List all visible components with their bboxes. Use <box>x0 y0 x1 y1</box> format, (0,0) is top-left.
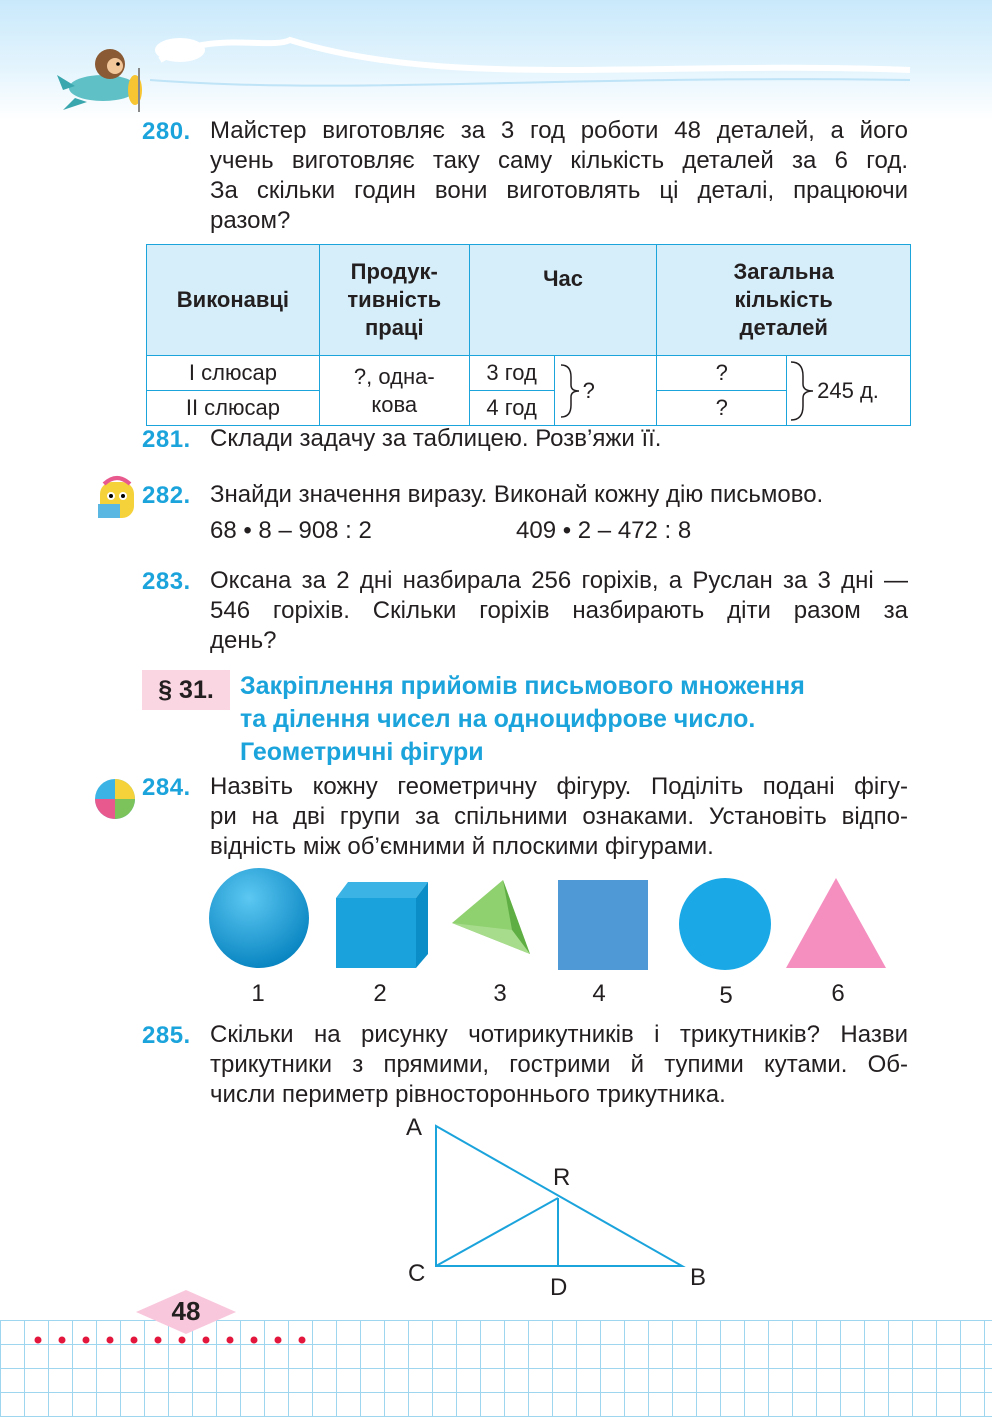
text-line: відність між об’ємними й плоскими фігурами. <box>210 833 714 860</box>
text-line: разом? <box>210 207 291 234</box>
text-line: числи периметр рівностороннього трикутника. <box>210 1081 726 1108</box>
section-title <box>240 670 805 769</box>
shape-label-5: 5 <box>719 982 733 1009</box>
problem-number-285: 285. <box>142 1022 191 1049</box>
point-label-c: C <box>408 1260 426 1287</box>
airplane-hedgehog-icon <box>55 40 150 115</box>
triangle-diagram <box>430 1120 690 1272</box>
text-line: Скільки на рисунку чотирикутників і трикутників? Назви <box>210 1021 908 1048</box>
worker-2-cell: ІІ слюсар <box>147 391 320 426</box>
total-brace-cell <box>787 356 911 426</box>
text-line: учень виготовляє таку саму кількість деталей за 6 год. <box>210 147 908 174</box>
shape-label-3: 3 <box>493 980 507 1007</box>
cube-shape <box>336 882 428 968</box>
geometric-shapes <box>200 868 900 978</box>
header-productivity: Продук- тивність праці <box>319 245 469 356</box>
circle-shape <box>679 878 771 970</box>
header-total: Загальна кількість деталей <box>657 245 911 356</box>
problem-285-text <box>210 1020 908 1110</box>
text-line: Майстер виготовляє за 3 год роботи 48 деталей, а його <box>210 117 908 144</box>
segment-cr <box>436 1198 558 1266</box>
time-question: ? <box>582 377 595 403</box>
header-workers: Виконавці <box>147 245 320 356</box>
cloud-decoration <box>150 20 930 120</box>
text-line: Назвіть кожну геометричну фігуру. Поділіть подані фігу- <box>210 773 908 800</box>
text-line: За скільки годин вони виготовлять ці деталі, працюючи <box>210 177 908 204</box>
problem-280-text <box>210 116 908 236</box>
expression-1: 68 • 8 – 908 : 2 <box>210 517 372 544</box>
total-2-cell: ? <box>657 391 787 426</box>
shape-label-4: 4 <box>592 980 606 1007</box>
text-line: Оксана за 2 дні назбирала 256 горіхів, а Руслан за 3 дні — <box>210 567 908 594</box>
problem-number-280: 280. <box>142 118 191 145</box>
time-2-cell: 4 год <box>469 391 554 426</box>
puzzle-icon <box>92 776 138 822</box>
productivity-cell: ?, одна- кова <box>319 356 469 426</box>
text-line: ри на дві групи за спільними ознаками. Установіть відпо- <box>210 803 908 830</box>
shape-label-1: 1 <box>251 980 265 1007</box>
time-brace-cell <box>554 356 657 426</box>
text-line: 546 горіхів. Скільки горіхів назбирають діти разом за <box>210 597 908 624</box>
sphere-shape <box>209 868 309 968</box>
brace-icon <box>787 358 817 424</box>
section-badge: § 31. <box>142 670 230 710</box>
worker-1-cell: І слюсар <box>147 356 320 391</box>
section-title-line: Закріплення прийомів письмового множення <box>240 672 805 700</box>
square-shape <box>558 880 648 970</box>
shape-label-2: 2 <box>373 980 387 1007</box>
total-sum: 245 д. <box>817 377 879 403</box>
total-1-cell: ? <box>657 356 787 391</box>
problem-283-text <box>210 566 908 656</box>
point-label-r: R <box>553 1164 571 1191</box>
shape-label-6: 6 <box>831 980 845 1007</box>
point-label-b: B <box>690 1264 707 1291</box>
header-time: Час <box>469 245 657 356</box>
problem-281-text: Склади задачу за таблицею. Розв’яжи її. <box>210 425 662 452</box>
page-number: 48 <box>171 1296 201 1326</box>
section-title-line: та ділення чисел на одноцифрове число. <box>240 705 756 733</box>
problem-280-table <box>146 244 911 426</box>
problem-282-text: Знайди значення виразу. Виконай кожну дію письмово. <box>210 481 824 508</box>
text-line: день? <box>210 627 277 654</box>
problem-number-284: 284. <box>142 774 191 801</box>
problem-number-283: 283. <box>142 568 191 595</box>
section-title-line: Геометричні фігури <box>240 738 484 766</box>
problem-number-281: 281. <box>142 426 191 453</box>
triangle-shape <box>786 878 886 968</box>
brace-icon <box>557 361 583 421</box>
time-1-cell: 3 год <box>469 356 554 391</box>
pyramid-shape <box>452 880 530 954</box>
backpack-character-icon <box>92 474 142 524</box>
problem-284-text <box>210 772 908 862</box>
problem-number-282: 282. <box>142 482 191 509</box>
point-label-a: A <box>406 1114 423 1141</box>
expression-2: 409 • 2 – 472 : 8 <box>516 517 692 544</box>
text-line: трикутники з прямими, гострими й тупими кутами. Об- <box>210 1051 908 1078</box>
point-label-d: D <box>550 1274 568 1301</box>
